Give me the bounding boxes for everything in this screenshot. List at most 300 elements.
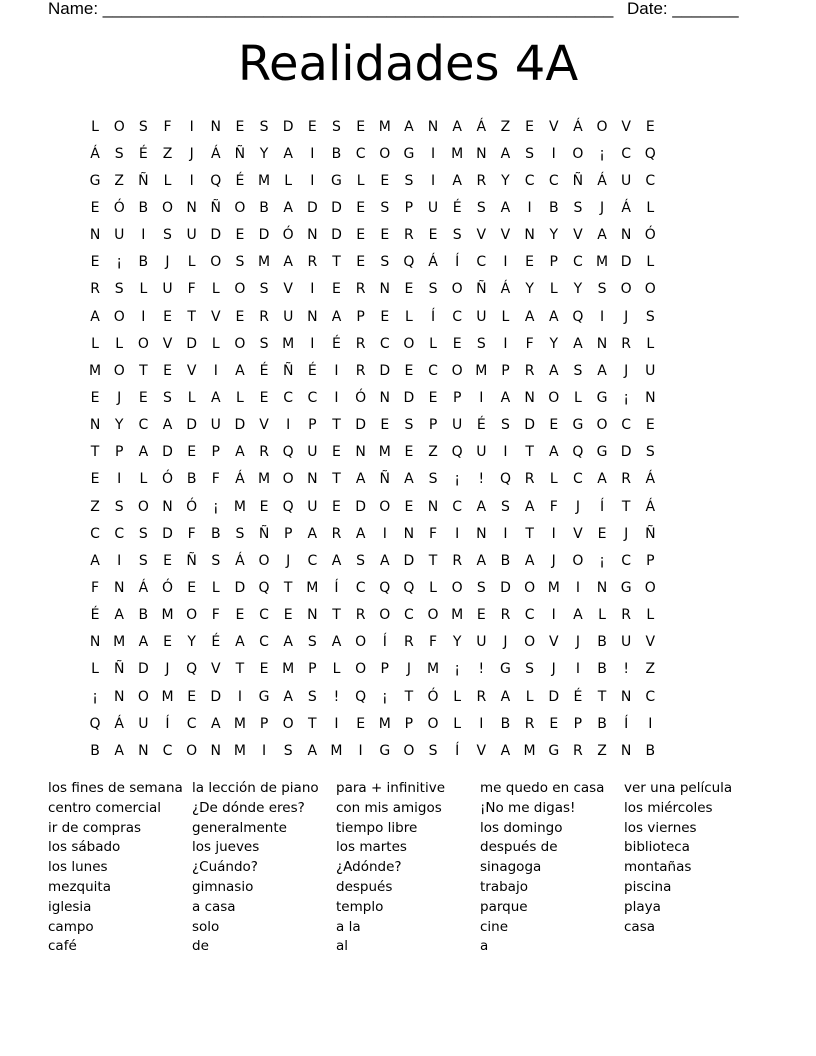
grid-letter[interactable]: M [451, 145, 464, 162]
grid-letter[interactable]: D [306, 199, 318, 216]
grid-letter[interactable]: C [162, 742, 173, 759]
grid-letter[interactable]: P [404, 199, 414, 216]
grid-letter[interactable]: M [451, 607, 464, 624]
grid-letter[interactable]: I [117, 552, 122, 569]
grid-letter[interactable]: L [236, 389, 244, 406]
grid-letter[interactable]: L [646, 254, 655, 271]
grid-letter[interactable]: C [283, 389, 294, 406]
grid-letter[interactable]: S [597, 281, 607, 298]
grid-letter[interactable]: S [428, 281, 438, 298]
grid-letter[interactable]: I [503, 525, 508, 542]
grid-letter[interactable]: G [620, 579, 632, 596]
grid-letter[interactable]: Á [645, 498, 656, 515]
grid-letter[interactable]: Q [572, 444, 584, 461]
grid-letter[interactable]: O [234, 281, 246, 298]
grid-letter[interactable]: P [501, 362, 510, 379]
grid-letter[interactable]: A [452, 172, 462, 189]
grid-letter[interactable]: L [429, 335, 437, 352]
grid-letter[interactable]: É [90, 607, 100, 624]
grid-letter[interactable]: V [476, 227, 487, 244]
grid-letter[interactable]: V [548, 634, 559, 651]
grid-letter[interactable]: Q [403, 254, 415, 271]
grid-letter[interactable]: S [501, 498, 510, 515]
grid-letter[interactable]: A [548, 444, 559, 461]
grid-letter[interactable]: Á [235, 471, 245, 488]
grid-letter[interactable]: D [403, 552, 415, 569]
grid-letter[interactable]: N [379, 281, 390, 298]
grid-letter[interactable]: F [91, 579, 100, 596]
grid-letter[interactable]: Í [382, 634, 387, 651]
grid-letter[interactable]: L [429, 579, 437, 596]
grid-letter[interactable]: P [259, 715, 269, 732]
grid-letter[interactable]: D [234, 579, 246, 596]
grid-letter[interactable]: L [211, 335, 220, 352]
grid-letter[interactable]: S [114, 281, 124, 298]
grid-letter[interactable]: R [524, 362, 535, 379]
grid-letter[interactable]: Y [501, 172, 510, 189]
grid-letter[interactable]: A [452, 118, 462, 135]
grid-letter[interactable]: O [161, 199, 173, 216]
grid-letter[interactable]: L [284, 172, 293, 189]
grid-letter[interactable]: Á [114, 715, 124, 732]
grid-letter[interactable]: D [620, 444, 632, 461]
grid-letter[interactable]: A [476, 552, 487, 569]
grid-letter[interactable]: O [113, 118, 125, 135]
grid-letter[interactable]: V [210, 661, 221, 678]
grid-letter[interactable]: E [404, 444, 414, 461]
grid-letter[interactable]: I [503, 444, 508, 461]
grid-letter[interactable]: D [524, 417, 535, 434]
grid-letter[interactable]: N [89, 227, 101, 244]
grid-letter[interactable]: S [525, 145, 535, 162]
grid-letter[interactable]: O [258, 552, 270, 569]
grid-letter[interactable]: E [259, 389, 269, 406]
grid-letter[interactable]: E [404, 498, 414, 515]
grid-letter[interactable]: N [307, 471, 318, 488]
grid-letter[interactable]: O [137, 688, 149, 705]
grid-letter[interactable]: R [259, 444, 269, 461]
grid-letter[interactable]: A [404, 471, 414, 488]
grid-letter[interactable]: L [91, 335, 99, 352]
grid-letter[interactable]: N [596, 579, 608, 596]
grid-letter[interactable]: A [235, 362, 245, 379]
grid-letter[interactable]: Ó [427, 688, 439, 705]
grid-letter[interactable]: C [355, 579, 366, 596]
grid-letter[interactable]: Y [114, 417, 124, 434]
grid-letter[interactable]: N [596, 335, 608, 352]
grid-letter[interactable]: C [90, 525, 100, 542]
grid-letter[interactable]: Y [573, 281, 583, 298]
grid-letter[interactable]: E [380, 308, 390, 325]
grid-letter[interactable]: A [283, 145, 293, 162]
grid-letter[interactable]: A [500, 742, 511, 759]
grid-letter[interactable]: A [524, 308, 535, 325]
grid-letter[interactable]: B [186, 471, 197, 488]
grid-letter[interactable]: T [187, 308, 196, 325]
grid-letter[interactable]: S [163, 227, 172, 244]
grid-letter[interactable]: V [186, 362, 197, 379]
grid-letter[interactable]: A [404, 118, 414, 135]
grid-letter[interactable]: M [523, 742, 536, 759]
grid-letter[interactable]: S [307, 634, 317, 651]
grid-letter[interactable]: Ó [113, 199, 125, 216]
grid-letter[interactable]: ¡ [599, 145, 605, 162]
grid-letter[interactable]: E [356, 715, 366, 732]
grid-letter[interactable]: Z [597, 742, 607, 759]
grid-letter[interactable]: Z [500, 118, 511, 135]
grid-letter[interactable]: A [500, 688, 511, 705]
grid-letter[interactable]: O [113, 308, 125, 325]
grid-letter[interactable]: B [500, 715, 511, 732]
grid-letter[interactable]: O [379, 607, 391, 624]
grid-letter[interactable]: Q [644, 145, 656, 162]
grid-letter[interactable]: C [138, 417, 149, 434]
grid-letter[interactable]: Í [334, 579, 339, 596]
grid-letter[interactable]: Á [500, 281, 511, 298]
grid-letter[interactable]: N [210, 118, 222, 135]
grid-letter[interactable]: I [430, 172, 436, 189]
grid-letter[interactable]: Ñ [282, 362, 294, 379]
grid-letter[interactable]: E [163, 552, 172, 569]
grid-letter[interactable]: S [525, 661, 535, 678]
grid-letter[interactable]: S [573, 199, 583, 216]
grid-letter[interactable]: C [428, 362, 438, 379]
grid-letter[interactable]: B [138, 607, 149, 624]
grid-letter[interactable]: E [404, 281, 414, 298]
grid-letter[interactable]: U [476, 308, 487, 325]
grid-letter[interactable]: Í [430, 308, 436, 325]
grid-letter[interactable]: E [163, 308, 172, 325]
grid-letter[interactable]: Ñ [186, 552, 197, 569]
grid-letter[interactable]: L [404, 308, 413, 325]
grid-letter[interactable]: C [621, 417, 632, 434]
grid-letter[interactable]: V [162, 335, 173, 352]
grid-letter[interactable]: Q [210, 172, 222, 189]
grid-letter[interactable]: L [549, 281, 558, 298]
grid-letter[interactable]: D [331, 227, 342, 244]
grid-letter[interactable]: S [573, 362, 583, 379]
grid-letter[interactable]: L [598, 607, 606, 624]
grid-letter[interactable]: M [378, 118, 391, 135]
grid-letter[interactable]: A [548, 362, 559, 379]
grid-letter[interactable]: N [427, 118, 439, 135]
grid-letter[interactable]: E [645, 118, 655, 135]
grid-letter[interactable]: U [427, 199, 439, 216]
grid-letter[interactable]: B [331, 145, 342, 162]
grid-letter[interactable]: O [186, 742, 198, 759]
grid-letter[interactable]: I [189, 172, 194, 189]
grid-letter[interactable]: Í [624, 715, 629, 732]
grid-letter[interactable]: O [137, 498, 149, 515]
grid-letter[interactable]: S [404, 172, 414, 189]
grid-letter[interactable]: É [138, 145, 148, 162]
grid-letter[interactable]: V [573, 525, 583, 542]
grid-letter[interactable]: T [332, 471, 341, 488]
grid-letter[interactable]: Y [187, 634, 196, 651]
grid-letter[interactable]: D [403, 389, 415, 406]
grid-letter[interactable]: L [139, 281, 148, 298]
grid-letter[interactable]: ¡ [116, 254, 123, 271]
grid-letter[interactable]: Y [452, 634, 462, 651]
grid-letter[interactable]: S [235, 525, 245, 542]
grid-letter[interactable]: L [139, 471, 148, 488]
grid-letter[interactable]: R [524, 715, 535, 732]
grid-letter[interactable]: U [621, 172, 632, 189]
grid-letter[interactable]: A [283, 634, 293, 651]
grid-letter[interactable]: M [161, 688, 174, 705]
grid-letter[interactable]: S [163, 389, 172, 406]
grid-letter[interactable]: L [646, 335, 655, 352]
grid-letter[interactable]: J [189, 145, 194, 162]
grid-letter[interactable]: I [261, 742, 267, 759]
grid-letter[interactable]: G [403, 145, 415, 162]
grid-letter[interactable]: F [429, 634, 438, 651]
grid-letter[interactable]: U [307, 498, 318, 515]
grid-letter[interactable]: E [90, 199, 100, 216]
grid-letter[interactable]: E [163, 362, 172, 379]
grid-letter[interactable]: R [524, 471, 535, 488]
grid-letter[interactable]: ! [478, 661, 485, 678]
grid-letter[interactable]: E [428, 389, 438, 406]
grid-letter[interactable]: Q [282, 498, 294, 515]
grid-letter[interactable]: D [620, 254, 632, 271]
grid-letter[interactable]: Á [573, 118, 583, 135]
grid-letter[interactable]: G [89, 172, 101, 189]
grid-letter[interactable]: L [91, 661, 99, 678]
grid-letter[interactable]: L [115, 335, 124, 352]
grid-letter[interactable]: T [332, 607, 341, 624]
grid-letter[interactable]: N [186, 199, 197, 216]
grid-letter[interactable]: R [259, 308, 269, 325]
grid-letter[interactable]: M [306, 579, 319, 596]
grid-letter[interactable]: U [283, 308, 294, 325]
grid-letter[interactable]: O [210, 254, 222, 271]
grid-letter[interactable]: I [237, 688, 242, 705]
grid-letter[interactable]: N [138, 742, 149, 759]
grid-letter[interactable]: N [379, 389, 390, 406]
grid-letter[interactable]: I [310, 145, 315, 162]
grid-letter[interactable]: S [114, 145, 124, 162]
grid-letter[interactable]: E [525, 254, 535, 271]
grid-letter[interactable]: E [259, 498, 269, 515]
grid-letter[interactable]: D [282, 118, 294, 135]
grid-letter[interactable]: S [428, 742, 438, 759]
grid-letter[interactable]: C [307, 552, 318, 569]
grid-letter[interactable]: A [90, 552, 100, 569]
grid-letter[interactable]: S [476, 335, 486, 352]
grid-letter[interactable]: I [575, 579, 580, 596]
grid-letter[interactable]: J [165, 254, 170, 271]
grid-letter[interactable]: I [310, 335, 315, 352]
grid-letter[interactable]: J [575, 498, 580, 515]
grid-letter[interactable]: Ó [282, 227, 294, 244]
grid-letter[interactable]: O [234, 335, 246, 352]
grid-letter[interactable]: N [355, 444, 366, 461]
grid-letter[interactable]: Y [525, 281, 534, 298]
grid-letter[interactable]: O [427, 715, 439, 732]
grid-letter[interactable]: T [139, 362, 148, 379]
grid-letter[interactable]: O [282, 715, 294, 732]
grid-letter[interactable]: Ó [355, 389, 367, 406]
grid-letter[interactable]: A [500, 145, 511, 162]
grid-letter[interactable]: P [573, 715, 583, 732]
grid-letter[interactable]: D [355, 417, 366, 434]
grid-letter[interactable]: M [475, 362, 488, 379]
grid-letter[interactable]: L [211, 579, 220, 596]
grid-letter[interactable]: L [646, 607, 655, 624]
grid-letter[interactable]: B [500, 552, 511, 569]
grid-letter[interactable]: M [330, 742, 343, 759]
grid-letter[interactable]: P [114, 444, 124, 461]
grid-letter[interactable]: A [210, 715, 221, 732]
grid-letter[interactable]: A [379, 552, 390, 569]
grid-letter[interactable]: E [332, 498, 341, 515]
grid-letter[interactable]: C [379, 335, 390, 352]
grid-letter[interactable]: Á [645, 471, 656, 488]
grid-letter[interactable]: E [356, 227, 366, 244]
grid-letter[interactable]: M [282, 661, 295, 678]
grid-letter[interactable]: U [114, 227, 125, 244]
grid-letter[interactable]: M [113, 634, 126, 651]
grid-letter[interactable]: C [524, 607, 535, 624]
grid-letter[interactable]: B [90, 742, 100, 759]
grid-letter[interactable]: M [378, 715, 391, 732]
grid-letter[interactable]: A [548, 308, 559, 325]
grid-letter[interactable]: A [597, 362, 607, 379]
grid-letter[interactable]: A [597, 227, 607, 244]
grid-letter[interactable]: T [525, 444, 534, 461]
grid-letter[interactable]: É [307, 362, 317, 379]
grid-letter[interactable]: F [163, 118, 172, 135]
grid-letter[interactable]: S [259, 281, 269, 298]
grid-letter[interactable]: D [548, 688, 560, 705]
grid-letter[interactable]: Á [428, 254, 438, 271]
grid-letter[interactable]: T [428, 552, 438, 569]
grid-letter[interactable]: O [524, 579, 536, 596]
grid-letter[interactable]: U [645, 362, 656, 379]
grid-letter[interactable]: A [573, 335, 583, 352]
grid-letter[interactable]: D [500, 579, 511, 596]
grid-letter[interactable]: U [307, 444, 318, 461]
grid-letter[interactable]: A [114, 607, 124, 624]
grid-letter[interactable]: N [524, 389, 535, 406]
grid-letter[interactable]: A [235, 634, 245, 651]
grid-letter[interactable]: D [355, 498, 366, 515]
grid-letter[interactable]: M [426, 661, 440, 678]
grid-letter[interactable]: E [549, 417, 559, 434]
grid-letter[interactable]: A [235, 444, 245, 461]
grid-letter[interactable]: Ó [161, 579, 173, 596]
grid-letter[interactable]: Z [428, 444, 438, 461]
grid-letter[interactable]: S [476, 199, 486, 216]
grid-letter[interactable]: S [114, 498, 124, 515]
grid-letter[interactable]: R [621, 471, 632, 488]
grid-letter[interactable]: R [500, 607, 511, 624]
date-field-label[interactable]: Date: _______ [627, 0, 739, 18]
grid-letter[interactable]: A [307, 525, 318, 542]
grid-letter[interactable]: P [356, 308, 365, 325]
grid-letter[interactable]: F [525, 335, 534, 352]
grid-letter[interactable]: T [332, 417, 341, 434]
grid-letter[interactable]: L [332, 661, 341, 678]
grid-letter[interactable]: B [210, 525, 221, 542]
grid-letter[interactable]: Á [235, 552, 245, 569]
grid-letter[interactable]: Z [162, 145, 173, 162]
grid-letter[interactable]: P [549, 254, 558, 271]
grid-letter[interactable]: V [621, 118, 631, 135]
grid-letter[interactable]: Ñ [234, 145, 246, 162]
grid-letter[interactable]: C [355, 145, 366, 162]
grid-letter[interactable]: É [259, 362, 269, 379]
grid-letter[interactable]: O [113, 362, 125, 379]
grid-letter[interactable]: Ñ [138, 172, 149, 189]
grid-letter[interactable]: R [331, 525, 342, 542]
grid-letter[interactable]: A [307, 742, 318, 759]
grid-letter[interactable]: F [211, 607, 220, 624]
grid-letter[interactable]: S [138, 525, 148, 542]
grid-letter[interactable]: D [210, 688, 222, 705]
grid-letter[interactable]: É [452, 199, 462, 216]
grid-letter[interactable]: U [186, 227, 197, 244]
grid-letter[interactable]: E [380, 417, 390, 434]
grid-letter[interactable]: Ñ [476, 281, 487, 298]
grid-letter[interactable]: O [355, 661, 367, 678]
grid-letter[interactable]: F [211, 471, 220, 488]
grid-letter[interactable]: Í [599, 498, 605, 515]
grid-letter[interactable]: I [334, 389, 339, 406]
grid-letter[interactable]: A [331, 634, 342, 651]
grid-letter[interactable]: C [645, 172, 656, 189]
grid-letter[interactable]: M [89, 362, 102, 379]
grid-letter[interactable]: M [258, 172, 271, 189]
grid-letter[interactable]: Á [476, 118, 487, 135]
grid-letter[interactable]: I [503, 335, 508, 352]
grid-letter[interactable]: P [404, 715, 414, 732]
grid-letter[interactable]: É [573, 688, 583, 705]
grid-letter[interactable]: G [379, 742, 391, 759]
grid-letter[interactable]: R [307, 254, 318, 271]
grid-letter[interactable]: Á [210, 145, 221, 162]
grid-letter[interactable]: R [355, 335, 366, 352]
grid-letter[interactable]: I [358, 742, 363, 759]
grid-letter[interactable]: S [211, 552, 221, 569]
grid-letter[interactable]: ¡ [381, 688, 388, 705]
grid-letter[interactable]: S [501, 417, 510, 434]
grid-letter[interactable]: ¡ [92, 688, 98, 705]
grid-letter[interactable]: I [382, 525, 387, 542]
grid-letter[interactable]: J [599, 199, 605, 216]
grid-letter[interactable]: Q [355, 688, 367, 705]
grid-letter[interactable]: E [90, 254, 100, 271]
grid-letter[interactable]: R [621, 607, 632, 624]
grid-letter[interactable]: Q [89, 715, 101, 732]
grid-letter[interactable]: S [428, 471, 438, 488]
grid-letter[interactable]: Á [138, 579, 149, 596]
grid-letter[interactable]: A [331, 308, 342, 325]
grid-letter[interactable]: C [186, 715, 197, 732]
grid-letter[interactable]: P [452, 389, 462, 406]
grid-letter[interactable]: E [307, 118, 317, 135]
grid-letter[interactable]: G [548, 742, 560, 759]
grid-letter[interactable]: S [259, 118, 269, 135]
grid-letter[interactable]: A [597, 471, 607, 488]
grid-letter[interactable]: A [138, 444, 149, 461]
grid-letter[interactable]: G [331, 172, 342, 189]
grid-letter[interactable]: V [645, 634, 656, 651]
grid-letter[interactable]: I [551, 525, 556, 542]
grid-letter[interactable]: O [355, 634, 367, 651]
grid-letter[interactable]: ¡ [212, 498, 219, 515]
